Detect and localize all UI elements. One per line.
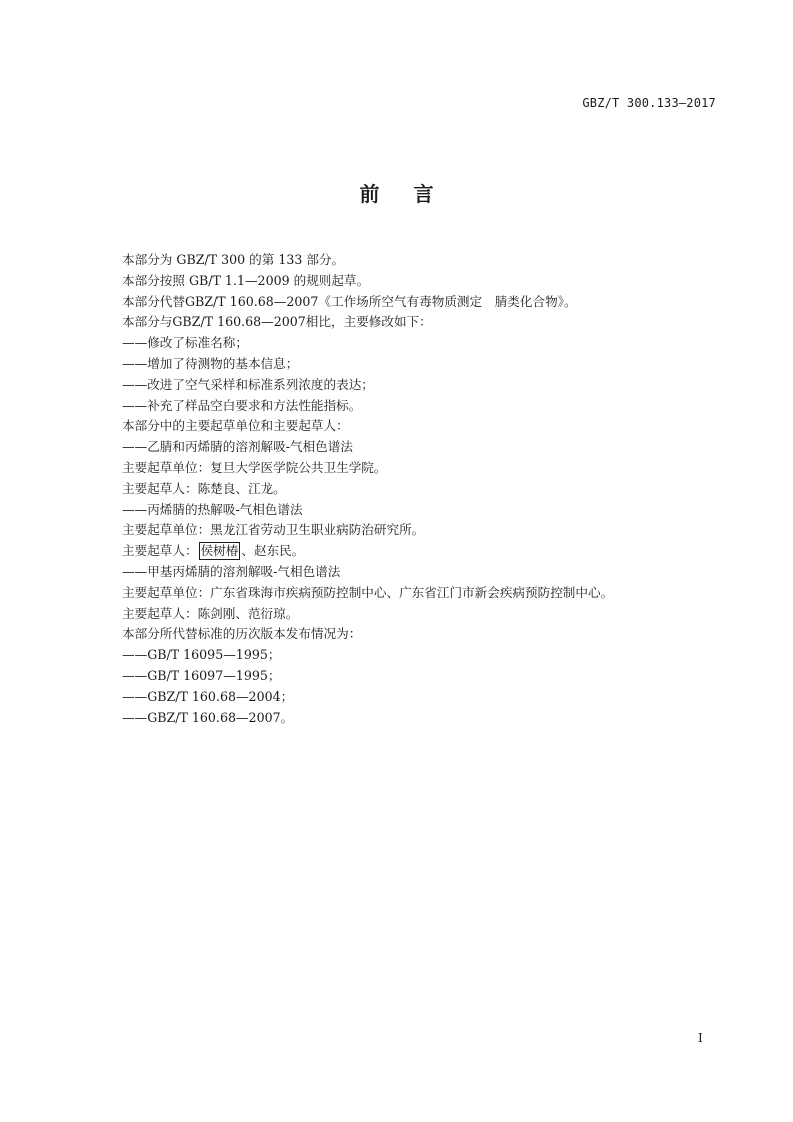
text-line: 本部分为 GBZ/T 300 的第 133 部分。 <box>122 252 345 267</box>
drafting-unit: 主要起草单位：广东省珠海市疾病预防控制中心、广东省江门市新会疾病预防控制中心。 <box>122 584 614 600</box>
list-item: ——GBZ/T 160.68—2004； <box>122 688 294 704</box>
text-line: 本部分按照 GB/T 1.1—2009 的规则起草。 <box>122 272 370 288</box>
text-line: 本部分中的主要起草单位和主要起草人： <box>122 418 349 434</box>
list-item: ——GB/T 16097—1995； <box>122 667 281 683</box>
method-heading: ——丙烯腈的热解吸-气相色谱法 <box>122 501 303 517</box>
method-heading: ——甲基丙烯腈的溶剂解吸-气相色谱法 <box>122 563 341 579</box>
drafters-prefix: 主要起草人： <box>122 543 198 559</box>
boxed-name: 侯树椿 <box>200 543 239 559</box>
drafters: 主要起草人：陈剑刚、范衍琼。 <box>122 605 299 621</box>
page-title: 前言 <box>359 182 468 206</box>
list-item: ——增加了待测物的基本信息； <box>122 355 299 371</box>
text-line: 本部分代替GBZ/T 160.68—2007《工作场所空气有毒物质测定 腈类化合物》。 <box>122 293 577 309</box>
foreword-body <box>122 250 722 728</box>
list-item: ——补充了样品空白要求和方法性能指标。 <box>122 397 362 413</box>
drafting-unit: 主要起草单位：复旦大学医学院公共卫生学院。 <box>122 459 387 475</box>
drafters: 主要起草人：陈楚良、江龙。 <box>122 480 286 496</box>
list-item: ——GBZ/T 160.68—2007。 <box>122 709 294 725</box>
document-code: GBZ/T 300.133—2017 <box>582 96 716 110</box>
list-item: ——改进了空气采样和标准系列浓度的表达； <box>122 376 374 392</box>
drafters <box>122 541 722 562</box>
drafters-suffix: 、赵东民。 <box>241 543 305 559</box>
text-line: 本部分所代替标准的历次版本发布情况为： <box>122 626 362 642</box>
list-item: ——GB/T 16095—1995； <box>122 647 281 663</box>
method-heading: ——乙腈和丙烯腈的溶剂解吸-气相色谱法 <box>122 439 353 455</box>
list-item: ——修改了标准名称； <box>122 335 248 351</box>
text-line: 本部分与GBZ/T 160.68—2007相比，主要修改如下： <box>122 314 432 330</box>
drafting-unit: 主要起草单位：黑龙江省劳动卫生职业病防治研究所。 <box>122 522 425 538</box>
page-number: I <box>698 1031 703 1045</box>
